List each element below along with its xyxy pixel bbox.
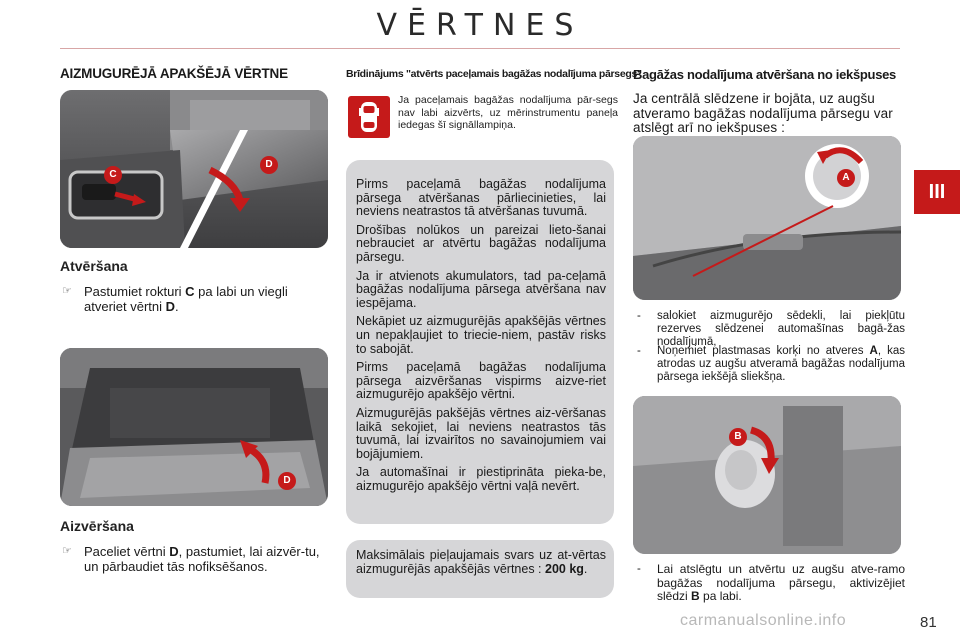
step-2-text [657, 345, 905, 384]
opening-subtitle: Atvēršana [60, 258, 128, 274]
dash-bullet: - [637, 310, 641, 322]
warning-lamp-icon [348, 96, 390, 138]
step-2-part: Noņemiet plastmasas korķi no atveres [657, 345, 870, 357]
label-c: C [104, 166, 122, 184]
ref-c: C [185, 284, 195, 299]
precaution-paragraph: Aizmugurējās pakšējās vērtnes aiz-vēršanas laikā sekojiet, lai neviens neatrastos tās tuvumā, lai izvairītos no savainojumiem vai bojājumiem. [356, 405, 606, 461]
max-load-text [356, 549, 606, 576]
chapter-tab: III [914, 170, 960, 214]
precaution-paragraph: Nekāpiet uz aizmugurējās apakšējās vērtnes un nepakļaujiet to triecie-niem, pastāv risks to sabojāt. [356, 314, 606, 356]
ref-d: D [169, 544, 179, 559]
precaution-paragraph: Drošības nolūkos un pareizai lieto-šanai nebrauciet ar atvērtu bagāžas nodalījuma pārsegu. [356, 222, 606, 264]
label-b: B [729, 428, 747, 446]
precaution-paragraph: Ja ir atvienots akumulators, tad pa-ceļamā bagāžas nodalījuma pārsega atvēršana nav iespējama. [356, 268, 606, 310]
page-number: 81 [920, 614, 937, 631]
label-d: D [260, 156, 278, 174]
bullet-icon: ☞ [62, 545, 72, 557]
precaution-paragraph: Pirms paceļamā bagāžas nodalījuma pārsega aizvēršanas vispirms aizve-riet aizmugurējo apakšējo vērtni. [356, 360, 606, 402]
step-2-part: , kas atrodas uz augšu atveramā bagāžas nodalījuma pārsega iekšējā sliekšņa. [657, 345, 905, 383]
dash-bullet: - [637, 345, 641, 357]
precaution-paragraph: Pirms paceļamā bagāžas nodalījuma pārsega atvēršanas pārliecinieties, lai neviens neatrastos tā atvēršanas tuvumā. [356, 177, 606, 219]
photo-boot-threshold [633, 136, 901, 300]
right-section-heading: Bagāžas nodalījuma atvēršana no iekšpuses [633, 67, 896, 82]
photo-tailgate-closing [60, 348, 328, 506]
max-load-label: Maksimālais pieļaujamais svars uz at-vērtas aizmugurējās apakšējās vērtnes : [356, 548, 606, 576]
opening-text-part: Pastumiet rokturi [84, 284, 186, 299]
precaution-paragraph: Ja automašīnai ir piestiprināta pieka-be, aizmugurējo apakšējo vērtni vaļā nevērt. [356, 465, 606, 493]
dash-bullet: - [637, 563, 641, 575]
tailgate-opening-illustration [60, 90, 328, 248]
step-3-part: pa labi. [699, 589, 742, 603]
boot-threshold-illustration [633, 136, 901, 300]
warning-text: Ja paceļamais bagāžas nodalījuma pār-segs nav labi aizvērts, uz mērinstrumentu paneļa iedegas šī signāllampiņa. [398, 94, 618, 131]
max-load-end: . [583, 561, 588, 576]
closing-text-part: Paceliet vērtni [84, 544, 170, 559]
step-3-text [657, 563, 905, 604]
label-d-closing: D [278, 472, 296, 490]
step-2 [637, 345, 905, 387]
step-3-part: Lai atslēgtu un atvērtu uz augšu atve-ramo bagāžas nodalījuma pārsegu, aktivizējiet slēdzi [657, 562, 905, 603]
precautions-text [356, 178, 606, 498]
right-intro: Ja centrālā slēdzene ir bojāta, uz augšu atveramo bagāžas nodalījuma pārsegu var atslēgt arī no iekšpuses : [633, 91, 893, 135]
ref-a: A [869, 345, 878, 357]
step-3 [637, 563, 905, 605]
car-open-boot-icon [348, 96, 390, 138]
lock-switch-illustration [633, 396, 901, 554]
photo-lock-switch [633, 396, 901, 554]
page-title: VĒRTNES [376, 8, 584, 43]
watermark: carmanualsonline.info [680, 612, 847, 629]
opening-text-part: . [175, 299, 179, 314]
ref-b: B [691, 589, 700, 603]
max-load-value: 200 kg [545, 561, 584, 576]
closing-text-part: , pastumiet, lai aizvēr-tu, un pārbaudiet tās nofiksēšanos. [84, 544, 320, 574]
ref-d: D [165, 299, 176, 314]
closing-subtitle: Aizvēršana [60, 518, 134, 534]
label-a: A [837, 169, 855, 187]
closing-text [84, 544, 330, 574]
bullet-icon: ☞ [62, 285, 72, 297]
opening-text-part: pa labi un viegli atveriet vērtni [84, 284, 288, 314]
opening-text [84, 284, 330, 314]
step-1-text: salokiet aizmugurējo sēdekli, lai piekļūtu rezerves slēdzenei automašīnas bagā-žas nodalījumā, [657, 310, 905, 348]
left-section-heading: AIZMUGURĒJĀ APAKŠĒJĀ VĒRTNE [60, 66, 288, 81]
photo-tailgate-opening [60, 90, 328, 248]
title-rule [60, 48, 900, 49]
warning-heading: Brīdinājums "atvērts paceļamais bagāžas nodalījuma pārsegs" [346, 68, 642, 80]
